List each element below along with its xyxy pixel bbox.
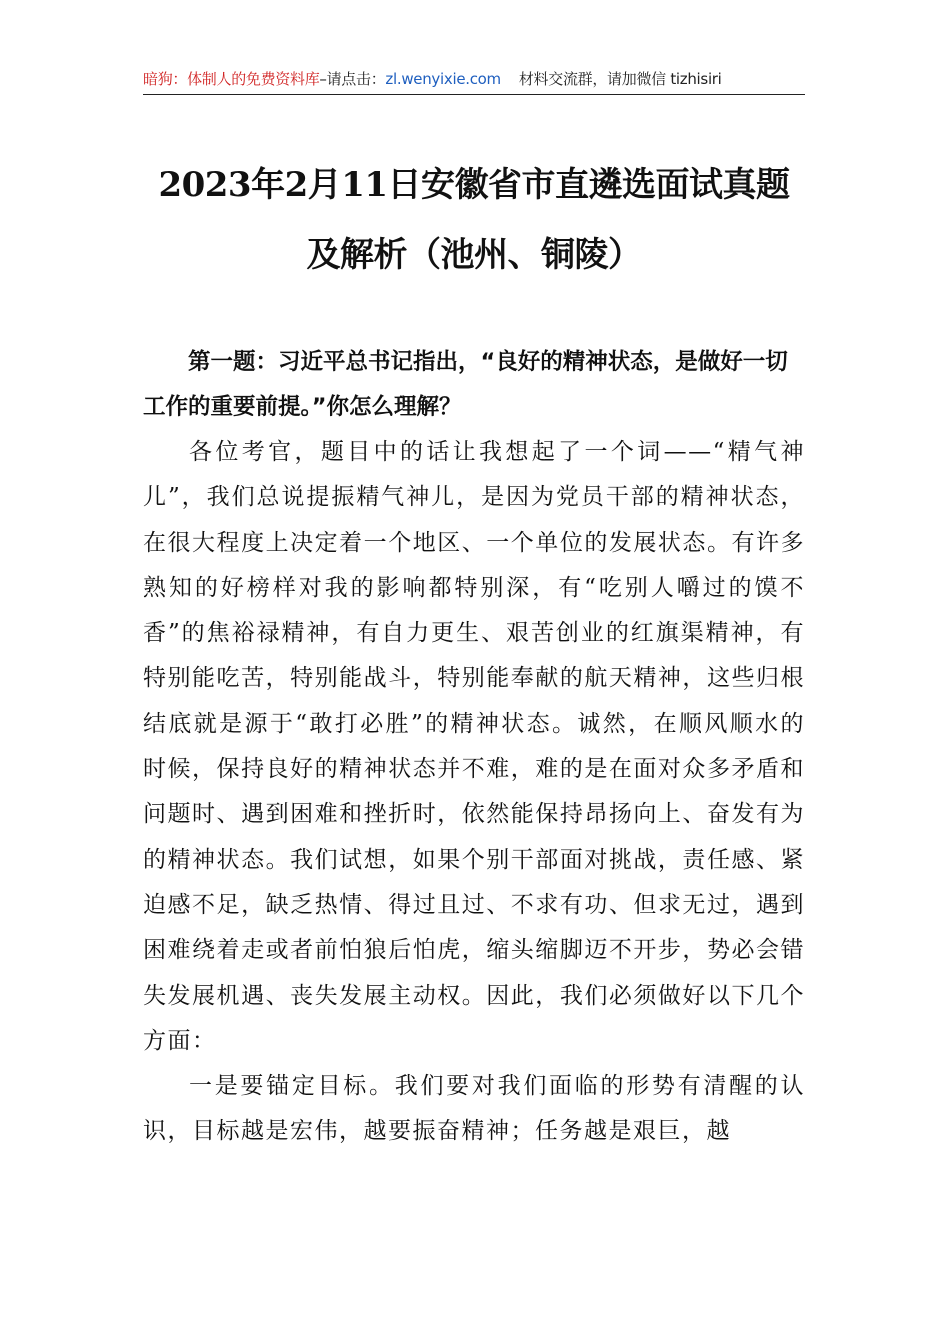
title-line-2: 及解析（池州、铜陵） <box>306 235 642 275</box>
document-body <box>143 340 805 1155</box>
header-prefix: 暗狗：体制人的免费资料库 <box>143 70 320 88</box>
header-group-text: 材料交流群，请加微信 tizhisiri <box>518 70 722 88</box>
answer-paragraph-1: 各位考官，题目中的话让我想起了一个词——“精气神儿”，我们总说提振精气神儿，是因为党员干部的精神状态，在很大程度上决定着一个地区、一个单位的发展状态。有许多熟知的好榜样对我的影响都特别深，有“吃别人嚼过的馍不香”的焦裕禄精神，有自力更生、艰苦创业的红旗渠精神，有特别能吃苦，特别能战斗，特别能奉献的航天精神，这些归根结底就是源于“敢打必胜”的精神状态。诚然，在顺风顺水的时候，保持良好的精神状态并不难，难的是在面对众多矛盾和问题时、遇到困难和挫折时，依然能保持昂扬向上、奋发有为的精神状态。我们试想，如果个别干部面对挑战，责任感、紧迫感不足，缺乏热情、得过且过、不求有功、但求无过，遇到困难绕着走或者前怕狼后怕虎，缩头缩脚迈不开步，势必会错失发展机遇、丧失发展主动权。因此，我们必须做好以下几个方面： <box>143 439 805 1054</box>
header-click-text: –请点击： <box>319 70 386 88</box>
document-title <box>143 150 805 290</box>
header-url-link[interactable]: zl.wenyixie.com <box>385 70 501 88</box>
page-header <box>143 64 805 95</box>
answer-paragraph-2: 一是要锚定目标。我们要对我们面临的形势有清醒的认识，目标越是宏伟，越要振奋精神；任务越是艰巨，越 <box>143 1073 805 1145</box>
title-line-1: 2023年2月11日安徽省市直遴选面试真题 <box>158 165 790 205</box>
question-one: 第一题：习近平总书记指出，“良好的精神状态，是做好一切工作的重要前提。”你怎么理解？ <box>143 349 788 420</box>
